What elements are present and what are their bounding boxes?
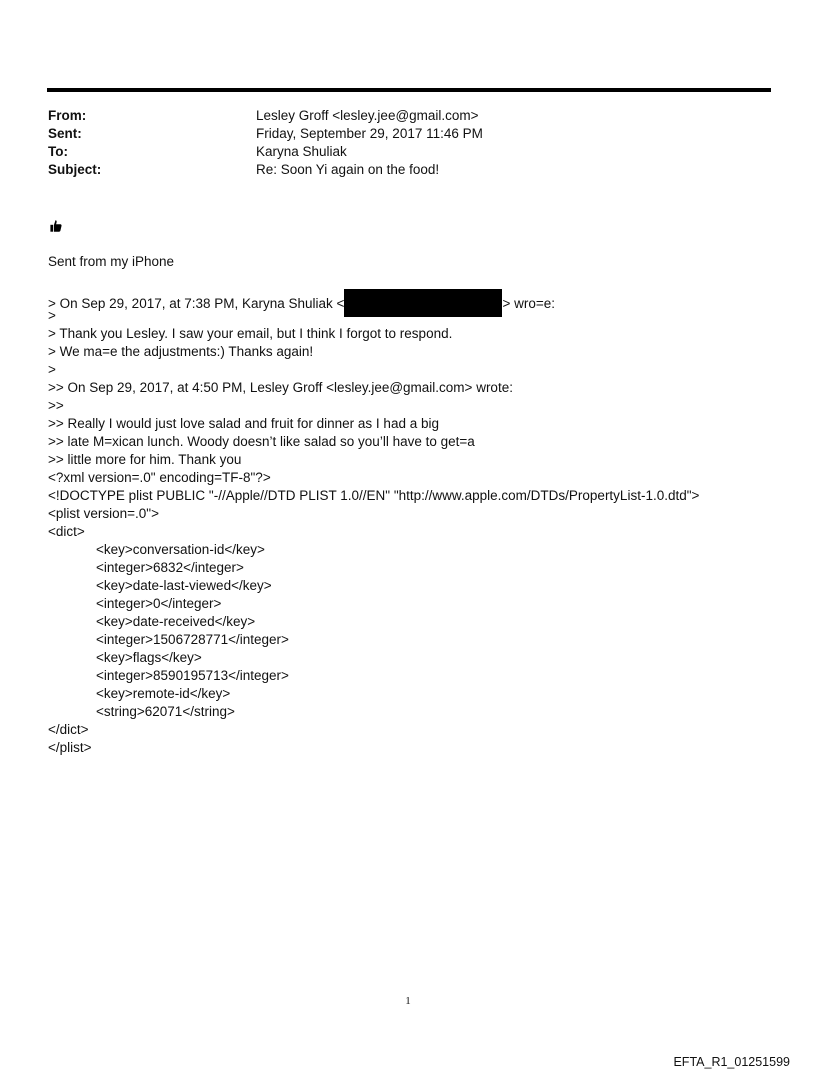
xml-line: <dict>: [48, 524, 85, 539]
dict-line: <key>conversation-id</key>: [96, 542, 265, 557]
quote-intro: [48, 289, 699, 311]
subject-label: Subject:: [48, 162, 102, 177]
quote-line: > Thank you Lesley. I saw your email, but I think I forgot to respond.: [48, 326, 453, 341]
closing-line: </dict>: [48, 722, 89, 737]
header-rule: [47, 88, 771, 92]
to-label: To:: [48, 144, 68, 159]
dict-line: <integer>6832</integer>: [96, 560, 244, 575]
xml-line: <plist version=.0">: [48, 506, 159, 521]
redaction-block: [344, 289, 502, 317]
from-value: Lesley Groff <lesley.jee@gmail.com>: [256, 108, 479, 123]
xml-line: <?xml version=.0" encoding=TF-8"?>: [48, 470, 271, 485]
quote-line: >> Really I would just love salad and fruit for dinner as I had a big: [48, 416, 439, 431]
from-row: [48, 107, 483, 125]
thumbs-up-icon: [49, 219, 63, 233]
subject-row: [48, 161, 483, 179]
from-label: From:: [48, 108, 87, 123]
email-body: [48, 253, 699, 757]
dict-line: <key>flags</key>: [96, 650, 202, 665]
quote-intro-before: > On Sep 29, 2017, at 7:38 PM, Karyna Shuliak <: [48, 296, 345, 311]
dict-line: <string>62071</string>: [96, 704, 235, 719]
closing-line: </plist>: [48, 740, 92, 755]
sent-label: Sent:: [48, 126, 82, 141]
signature: Sent from my iPhone: [48, 254, 175, 269]
page-number: 1: [405, 995, 411, 1007]
to-value: Karyna Shuliak: [256, 144, 347, 159]
quote-line: >: [48, 362, 56, 377]
subject-value: Re: Soon Yi again on the food!: [256, 162, 440, 177]
dict-line: <key>remote-id</key>: [96, 686, 231, 701]
dict-line: <integer>8590195713</integer>: [96, 668, 289, 683]
document-id: EFTA_R1_01251599: [673, 1055, 790, 1069]
dict-line: <key>date-received</key>: [96, 614, 256, 629]
quote-line: >> On Sep 29, 2017, at 4:50 PM, Lesley Groff <lesley.jee@gmail.com> wrote:: [48, 380, 513, 395]
sent-value: Friday, September 29, 2017 11:46 PM: [256, 126, 483, 141]
quote-intro-after: > wro=e:: [502, 296, 555, 311]
email-header: [48, 107, 483, 179]
sent-row: [48, 125, 483, 143]
quote-line: >> little more for him. Thank you: [48, 452, 242, 467]
quote-line: >>: [48, 398, 64, 413]
dict-line: <integer>1506728771</integer>: [96, 632, 289, 647]
quote-line: > We ma=e the adjustments:) Thanks again!: [48, 344, 314, 359]
quote-line: >> late M=xican lunch. Woody doesn’t like salad so you’ll have to get=a: [48, 434, 475, 449]
to-row: [48, 143, 483, 161]
xml-line: <!DOCTYPE plist PUBLIC "-//Apple//DTD PLIST 1.0//EN" "http://www.apple.com/DTDs/PropertyList-1.0.dtd">: [48, 488, 700, 503]
dict-line: <key>date-last-viewed</key>: [96, 578, 272, 593]
quote-line: >: [48, 308, 56, 323]
dict-line: <integer>0</integer>: [96, 596, 222, 611]
spacer: [48, 271, 699, 289]
